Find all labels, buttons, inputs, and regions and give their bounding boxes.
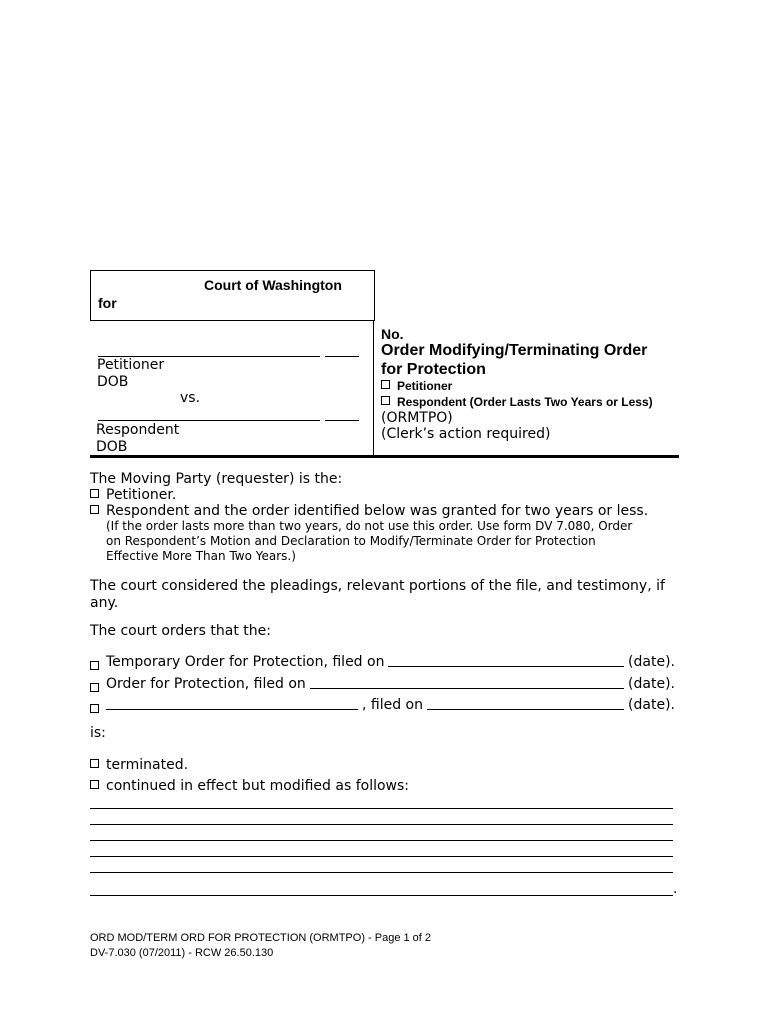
petitioner-label: Petitioner [97,357,165,373]
temp-order-date-field[interactable] [388,665,624,667]
checkbox-icon[interactable] [90,489,99,498]
modification-line-4[interactable] [90,856,673,857]
moving-party-intro: The Moving Party (requester) is the: [90,471,343,487]
petitioner-extra-field[interactable] [325,356,359,357]
caption-divider [373,320,374,456]
temp-order-row[interactable]: Temporary Order for Protection, filed on (date). [90,654,675,670]
orders-intro: The court orders that the: [90,623,271,639]
other-order-name-field[interactable] [106,708,358,710]
moving-petitioner-option[interactable]: Petitioner. [90,487,176,503]
respondent-label: Respondent [96,422,180,438]
petitioner-dob-label: DOB [97,374,129,390]
order-date-field[interactable] [310,687,624,689]
footer-line1: ORD MOD/TERM ORD FOR PROTECTION (ORMTPO) - Page 1 of 2 [90,932,432,944]
checkbox-icon[interactable] [381,380,390,389]
form-title-line2: for Protection [381,361,486,378]
respondent-dob-label: DOB [96,439,128,455]
checkbox-icon[interactable] [90,661,99,670]
note-line2: on Respondent’s Motion and Declaration to Modify/Terminate Order for Protection [106,534,596,548]
other-order-row[interactable]: , filed on (date). [90,697,675,713]
checkbox-icon[interactable] [90,704,99,713]
checkbox-icon[interactable] [90,780,99,789]
footer-line2: DV-7.030 (07/2011) - RCW 26.50.130 [90,947,274,959]
form-abbrev: (ORMTPO) [381,410,453,426]
checkbox-icon[interactable] [90,759,99,768]
final-period: . [673,881,678,897]
checkbox-icon[interactable] [90,505,99,514]
caption-bottom-rule [90,455,679,458]
form-title-line1: Order Modifying/Terminating Order [381,342,648,359]
modification-line-5[interactable] [90,872,673,873]
checkbox-icon[interactable] [381,396,390,405]
title-option-respondent[interactable]: Respondent (Order Lasts Two Years or Less) [381,395,653,409]
vs-label: vs. [180,390,201,406]
moving-respondent-option[interactable]: Respondent and the order identified below was granted for two years or less. [90,503,648,519]
considered-line2: any. [90,595,119,611]
for-label: for [98,295,117,311]
modification-line-3[interactable] [90,840,673,841]
respondent-name-field[interactable] [98,420,320,421]
court-label: Court of Washington [204,277,342,293]
modification-line-6[interactable] [90,895,673,896]
clerk-note: (Clerk’s action required) [381,426,551,442]
checkbox-icon[interactable] [90,683,99,692]
modification-line-1[interactable] [90,808,673,809]
modification-line-2[interactable] [90,824,673,825]
continued-option[interactable]: continued in effect but modified as follows: [90,778,409,794]
title-option-petitioner[interactable]: Petitioner [381,379,452,393]
note-line3: Effective More Than Two Years.) [106,549,296,563]
is-label: is: [90,725,106,741]
other-order-date-field[interactable] [427,708,624,710]
terminated-option[interactable]: terminated. [90,757,188,773]
order-row[interactable]: Order for Protection, filed on (date). [90,676,675,692]
case-number-label: No. [381,326,404,342]
note-line1: (If the order lasts more than two years, do not use this order. Use form DV 7.080, Order [106,519,633,533]
considered-line1: The court considered the pleadings, relevant portions of the file, and testimony, if [90,578,665,594]
respondent-extra-field[interactable] [325,420,359,421]
